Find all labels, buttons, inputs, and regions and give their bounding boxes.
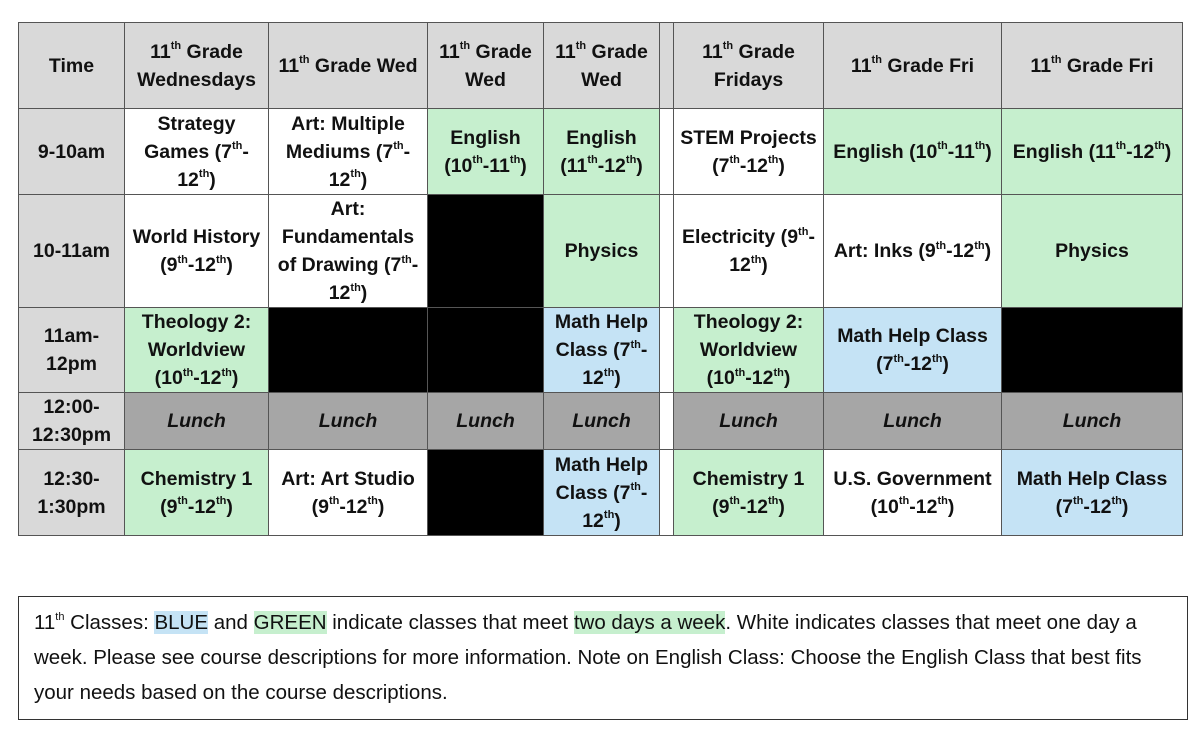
lunch-cell: Lunch: [674, 393, 824, 450]
time-slot: 10-11am: [19, 195, 125, 308]
column-divider: [660, 109, 674, 195]
class-cell: Math Help Class (7th-12th): [544, 450, 660, 536]
schedule-row: [19, 450, 1183, 536]
empty-slot: [428, 308, 544, 393]
class-cell: English (10th-11th): [824, 109, 1002, 195]
column-divider: [660, 450, 674, 536]
class-cell: Chemistry 1 (9th-12th): [674, 450, 824, 536]
class-cell: Math Help Class (7th-12th): [544, 308, 660, 393]
time-slot: 12:00-12:30pm: [19, 393, 125, 450]
class-cell: English (10th-11th): [428, 109, 544, 195]
empty-slot: [269, 308, 428, 393]
blue-highlight: BLUE: [154, 611, 209, 634]
schedule-row: [19, 195, 1183, 308]
class-cell: Art: Inks (9th-12th): [824, 195, 1002, 308]
class-cell: Physics: [1002, 195, 1183, 308]
day-header: 11th Grade Wed: [428, 23, 544, 109]
class-cell: English (11th-12th): [544, 109, 660, 195]
day-header: 11th Grade Wed: [544, 23, 660, 109]
column-divider: [660, 308, 674, 393]
two-days-highlight: two days a week: [573, 611, 726, 634]
green-highlight: GREEN: [253, 611, 327, 634]
class-cell: Physics: [544, 195, 660, 308]
lunch-cell: Lunch: [544, 393, 660, 450]
class-cell: English (11th-12th): [1002, 109, 1183, 195]
schedule-table: [18, 22, 1183, 536]
day-header: 11th Grade Wednesdays: [125, 23, 269, 109]
class-cell: Chemistry 1 (9th-12th): [125, 450, 269, 536]
note-grade: 11th: [34, 611, 65, 634]
class-cell: Strategy Games (7th-12th): [125, 109, 269, 195]
class-cell: Art: Fundamentals of Drawing (7th-12th): [269, 195, 428, 308]
time-slot: 11am-12pm: [19, 308, 125, 393]
header-row: [19, 23, 1183, 109]
class-cell: Theology 2: Worldview (10th-12th): [125, 308, 269, 393]
lunch-cell: Lunch: [824, 393, 1002, 450]
day-header: 11th Grade Fri: [824, 23, 1002, 109]
class-cell: STEM Projects (7th-12th): [674, 109, 824, 195]
lunch-cell: Lunch: [428, 393, 544, 450]
class-cell: Electricity (9th-12th): [674, 195, 824, 308]
schedule-row: [19, 393, 1183, 450]
time-slot: 9-10am: [19, 109, 125, 195]
class-cell: Theology 2: Worldview (10th-12th): [674, 308, 824, 393]
empty-slot: [428, 195, 544, 308]
schedule-row: [19, 109, 1183, 195]
column-divider: [660, 195, 674, 308]
lunch-cell: Lunch: [1002, 393, 1183, 450]
column-divider: [660, 393, 674, 450]
class-cell: Art: Multiple Mediums (7th-12th): [269, 109, 428, 195]
lunch-cell: Lunch: [125, 393, 269, 450]
class-cell: Math Help Class (7th-12th): [1002, 450, 1183, 536]
column-divider: [660, 23, 674, 109]
day-header: 11th Grade Fri: [1002, 23, 1183, 109]
class-cell: World History (9th-12th): [125, 195, 269, 308]
class-cell: Math Help Class (7th-12th): [824, 308, 1002, 393]
time-header: Time: [19, 23, 125, 109]
day-header: 11th Grade Fridays: [674, 23, 824, 109]
day-header: 11th Grade Wed: [269, 23, 428, 109]
class-cell: Art: Art Studio (9th-12th): [269, 450, 428, 536]
legend-note: 11th Classes: BLUE and GREEN indicate classes that meet two days a week. White indicates classes that meet one day a week. Please see course descriptions for more information. Note on English Class: Choose the English Class that best fits your needs based on the course descriptions.: [18, 596, 1188, 720]
lunch-cell: Lunch: [269, 393, 428, 450]
time-slot: 12:30-1:30pm: [19, 450, 125, 536]
class-cell: U.S. Government (10th-12th): [824, 450, 1002, 536]
schedule-row: [19, 308, 1183, 393]
empty-slot: [1002, 308, 1183, 393]
empty-slot: [428, 450, 544, 536]
